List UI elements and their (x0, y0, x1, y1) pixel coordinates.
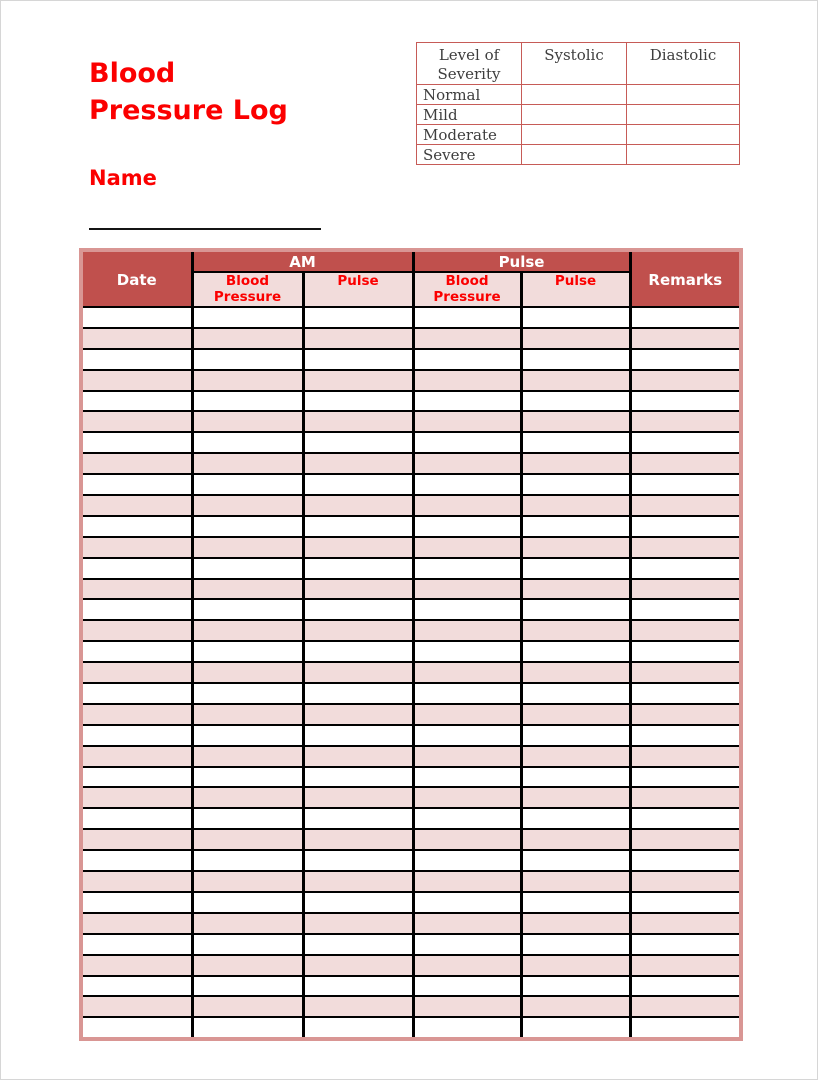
log-cell-pm-bp (413, 787, 521, 808)
log-cell-remarks (630, 349, 741, 370)
log-cell-am-bp (192, 662, 303, 683)
log-cell-am-pulse (303, 370, 413, 391)
log-cell-remarks (630, 453, 741, 474)
log-cell-pm-bp (413, 391, 521, 412)
log-cell-am-pulse (303, 620, 413, 641)
log-cell-pm-pulse (521, 558, 630, 579)
log-cell-am-bp (192, 808, 303, 829)
log-cell-am-bp (192, 349, 303, 370)
log-cell-remarks (630, 662, 741, 683)
log-cell-pm-pulse (521, 892, 630, 913)
log-cell-pm-pulse (521, 1017, 630, 1039)
log-cell-remarks (630, 996, 741, 1017)
log-cell-am-bp (192, 746, 303, 767)
log-subheader-am-bp (192, 272, 303, 307)
log-cell-am-pulse (303, 955, 413, 976)
log-cell-am-bp (192, 370, 303, 391)
log-cell-pm-bp (413, 871, 521, 892)
log-row (81, 328, 741, 349)
log-cell-pm-bp (413, 746, 521, 767)
log-cell-am-bp (192, 892, 303, 913)
severity-diastolic-cell (627, 105, 740, 125)
log-cell-am-bp (192, 683, 303, 704)
name-underline (89, 211, 321, 230)
log-cell-pm-pulse (521, 411, 630, 432)
severity-level-cell: Mild (417, 105, 522, 125)
severity-table-body (417, 85, 740, 165)
log-cell-date (81, 850, 192, 871)
log-cell-am-pulse (303, 307, 413, 328)
log-cell-pm-bp (413, 558, 521, 579)
log-row (81, 432, 741, 453)
log-cell-pm-bp (413, 808, 521, 829)
log-table-body (81, 307, 741, 1039)
log-cell-remarks (630, 1017, 741, 1039)
log-cell-date (81, 767, 192, 788)
log-subheader-pm-pulse (521, 272, 630, 307)
log-cell-remarks (630, 641, 741, 662)
log-cell-am-bp (192, 913, 303, 934)
log-cell-am-pulse (303, 349, 413, 370)
log-cell-remarks (630, 391, 741, 412)
log-cell-am-bp (192, 495, 303, 516)
log-cell-am-pulse (303, 537, 413, 558)
log-cell-date (81, 662, 192, 683)
log-cell-am-pulse (303, 662, 413, 683)
title-line-2: Pressure Log (89, 95, 288, 126)
log-cell-pm-bp (413, 620, 521, 641)
log-cell-pm-pulse (521, 328, 630, 349)
log-cell-pm-bp (413, 516, 521, 537)
log-cell-date (81, 683, 192, 704)
log-cell-pm-pulse (521, 725, 630, 746)
log-cell-date (81, 495, 192, 516)
log-cell-pm-bp (413, 495, 521, 516)
log-cell-remarks (630, 307, 741, 328)
log-cell-am-bp (192, 1017, 303, 1039)
log-cell-am-pulse (303, 411, 413, 432)
log-cell-am-pulse (303, 1017, 413, 1039)
log-cell-remarks (630, 787, 741, 808)
log-subheader-pm-bp-label: Blood Pressure (433, 273, 501, 305)
log-cell-am-pulse (303, 579, 413, 600)
log-cell-am-pulse (303, 391, 413, 412)
log-cell-am-pulse (303, 913, 413, 934)
log-row (81, 307, 741, 328)
log-row (81, 808, 741, 829)
log-cell-am-pulse (303, 683, 413, 704)
name-label: Name (89, 166, 157, 190)
log-row (81, 996, 741, 1017)
log-row (81, 976, 741, 997)
log-cell-am-pulse (303, 829, 413, 850)
log-row (81, 474, 741, 495)
log-cell-am-bp (192, 704, 303, 725)
log-cell-pm-pulse (521, 432, 630, 453)
log-cell-date (81, 558, 192, 579)
log-cell-date (81, 516, 192, 537)
log-row (81, 767, 741, 788)
log-subheader-am-pulse (303, 272, 413, 307)
log-cell-date (81, 1017, 192, 1039)
log-cell-date (81, 474, 192, 495)
log-cell-remarks (630, 746, 741, 767)
severity-level-cell: Severe (417, 145, 522, 165)
log-cell-date (81, 704, 192, 725)
log-cell-pm-pulse (521, 808, 630, 829)
log-row (81, 558, 741, 579)
log-cell-pm-bp (413, 976, 521, 997)
log-cell-date (81, 370, 192, 391)
log-cell-pm-bp (413, 913, 521, 934)
log-cell-pm-pulse (521, 453, 630, 474)
severity-header-row (417, 43, 740, 85)
log-cell-remarks (630, 808, 741, 829)
log-cell-remarks (630, 474, 741, 495)
log-header-group-row (81, 250, 741, 272)
log-cell-date (81, 892, 192, 913)
log-row (81, 725, 741, 746)
log-cell-pm-pulse (521, 370, 630, 391)
log-subheader-am-pulse-label: Pulse (337, 273, 379, 289)
log-cell-am-bp (192, 516, 303, 537)
log-cell-pm-bp (413, 599, 521, 620)
severity-row (417, 105, 740, 125)
log-cell-pm-pulse (521, 495, 630, 516)
log-row (81, 955, 741, 976)
log-cell-am-pulse (303, 495, 413, 516)
log-cell-am-pulse (303, 453, 413, 474)
log-cell-date (81, 579, 192, 600)
log-cell-am-bp (192, 767, 303, 788)
severity-table (416, 42, 740, 165)
log-row (81, 683, 741, 704)
log-cell-date (81, 620, 192, 641)
log-row (81, 370, 741, 391)
severity-header-level: Level of Severity (417, 43, 522, 85)
log-cell-remarks (630, 892, 741, 913)
log-row (81, 349, 741, 370)
log-cell-am-bp (192, 934, 303, 955)
log-cell-am-pulse (303, 328, 413, 349)
log-cell-remarks (630, 704, 741, 725)
log-cell-date (81, 955, 192, 976)
log-cell-pm-pulse (521, 537, 630, 558)
log-cell-am-bp (192, 432, 303, 453)
log-cell-pm-bp (413, 1017, 521, 1039)
log-cell-pm-pulse (521, 599, 630, 620)
log-cell-pm-bp (413, 996, 521, 1017)
log-cell-pm-bp (413, 537, 521, 558)
log-cell-pm-pulse (521, 474, 630, 495)
log-cell-am-bp (192, 328, 303, 349)
log-cell-am-pulse (303, 641, 413, 662)
log-cell-date (81, 307, 192, 328)
log-cell-pm-pulse (521, 829, 630, 850)
log-cell-pm-pulse (521, 913, 630, 934)
severity-level-cell: Normal (417, 85, 522, 105)
severity-diastolic-cell (627, 85, 740, 105)
log-cell-am-pulse (303, 871, 413, 892)
log-cell-pm-bp (413, 725, 521, 746)
log-cell-am-pulse (303, 704, 413, 725)
log-cell-pm-pulse (521, 349, 630, 370)
log-cell-am-bp (192, 620, 303, 641)
log-cell-am-pulse (303, 516, 413, 537)
log-row (81, 391, 741, 412)
log-cell-am-pulse (303, 892, 413, 913)
severity-row (417, 85, 740, 105)
log-row (81, 495, 741, 516)
log-row (81, 453, 741, 474)
title-line-1: Blood (89, 58, 176, 89)
severity-systolic-cell (522, 85, 627, 105)
log-cell-remarks (630, 976, 741, 997)
log-cell-pm-bp (413, 641, 521, 662)
log-cell-date (81, 829, 192, 850)
log-cell-pm-pulse (521, 976, 630, 997)
log-cell-am-bp (192, 474, 303, 495)
log-cell-pm-bp (413, 328, 521, 349)
log-cell-pm-pulse (521, 516, 630, 537)
log-cell-remarks (630, 829, 741, 850)
log-cell-date (81, 599, 192, 620)
log-cell-date (81, 349, 192, 370)
log-cell-date (81, 725, 192, 746)
severity-level-cell: Moderate (417, 125, 522, 145)
log-cell-am-bp (192, 411, 303, 432)
log-header-am: AM (192, 250, 413, 272)
log-cell-am-pulse (303, 599, 413, 620)
log-cell-pm-pulse (521, 307, 630, 328)
severity-systolic-cell (522, 145, 627, 165)
log-cell-am-pulse (303, 767, 413, 788)
log-cell-pm-pulse (521, 850, 630, 871)
log-cell-pm-bp (413, 704, 521, 725)
log-cell-pm-bp (413, 411, 521, 432)
log-cell-am-bp (192, 599, 303, 620)
log-cell-pm-pulse (521, 746, 630, 767)
log-cell-am-pulse (303, 996, 413, 1017)
log-row (81, 850, 741, 871)
log-cell-remarks (630, 683, 741, 704)
log-cell-remarks (630, 599, 741, 620)
log-cell-am-bp (192, 787, 303, 808)
log-row (81, 913, 741, 934)
log-header-pm-pulse: Pulse (413, 250, 630, 272)
log-row (81, 892, 741, 913)
log-row (81, 829, 741, 850)
log-cell-pm-bp (413, 579, 521, 600)
log-cell-am-pulse (303, 787, 413, 808)
log-cell-pm-bp (413, 453, 521, 474)
log-cell-pm-bp (413, 892, 521, 913)
log-cell-am-bp (192, 976, 303, 997)
log-cell-am-bp (192, 850, 303, 871)
log-cell-pm-bp (413, 683, 521, 704)
log-cell-am-pulse (303, 474, 413, 495)
severity-systolic-cell (522, 105, 627, 125)
log-cell-remarks (630, 432, 741, 453)
log-cell-date (81, 391, 192, 412)
log-cell-remarks (630, 767, 741, 788)
log-cell-pm-bp (413, 934, 521, 955)
log-cell-remarks (630, 558, 741, 579)
log-cell-date (81, 976, 192, 997)
log-cell-remarks (630, 537, 741, 558)
log-cell-date (81, 787, 192, 808)
log-row (81, 579, 741, 600)
log-cell-remarks (630, 955, 741, 976)
log-cell-am-pulse (303, 976, 413, 997)
severity-header-systolic: Systolic (522, 43, 627, 85)
log-cell-date (81, 808, 192, 829)
log-cell-am-pulse (303, 808, 413, 829)
log-cell-date (81, 871, 192, 892)
log-cell-pm-bp (413, 474, 521, 495)
log-cell-pm-pulse (521, 641, 630, 662)
log-cell-pm-bp (413, 349, 521, 370)
log-cell-date (81, 537, 192, 558)
log-cell-date (81, 411, 192, 432)
log-header-remarks: Remarks (630, 250, 741, 307)
log-cell-pm-bp (413, 955, 521, 976)
log-row (81, 641, 741, 662)
severity-diastolic-cell (627, 145, 740, 165)
log-row (81, 662, 741, 683)
log-row (81, 787, 741, 808)
log-cell-pm-bp (413, 307, 521, 328)
severity-row (417, 145, 740, 165)
log-cell-remarks (630, 934, 741, 955)
log-cell-date (81, 746, 192, 767)
log-table (79, 248, 743, 1041)
log-cell-am-bp (192, 725, 303, 746)
log-cell-am-bp (192, 579, 303, 600)
log-row (81, 871, 741, 892)
log-cell-am-pulse (303, 850, 413, 871)
log-cell-am-bp (192, 307, 303, 328)
log-cell-am-pulse (303, 432, 413, 453)
log-cell-am-bp (192, 996, 303, 1017)
log-cell-am-pulse (303, 934, 413, 955)
log-row (81, 1017, 741, 1039)
log-cell-pm-pulse (521, 391, 630, 412)
log-cell-pm-bp (413, 850, 521, 871)
log-cell-pm-bp (413, 432, 521, 453)
log-row (81, 411, 741, 432)
log-row (81, 746, 741, 767)
log-cell-date (81, 453, 192, 474)
log-row (81, 599, 741, 620)
log-cell-pm-pulse (521, 955, 630, 976)
log-cell-pm-pulse (521, 787, 630, 808)
log-cell-remarks (630, 620, 741, 641)
page-title (89, 55, 288, 129)
log-cell-remarks (630, 495, 741, 516)
log-cell-remarks (630, 411, 741, 432)
log-cell-am-bp (192, 453, 303, 474)
log-subheader-am-bp-label: Blood Pressure (213, 273, 282, 305)
log-header-date: Date (81, 250, 192, 307)
log-cell-date (81, 996, 192, 1017)
log-cell-am-pulse (303, 746, 413, 767)
log-cell-am-bp (192, 391, 303, 412)
log-cell-am-pulse (303, 558, 413, 579)
log-subheader-pm-pulse-label: Pulse (554, 273, 597, 289)
log-cell-pm-pulse (521, 683, 630, 704)
log-cell-date (81, 934, 192, 955)
log-cell-pm-bp (413, 829, 521, 850)
log-row (81, 537, 741, 558)
log-cell-pm-pulse (521, 934, 630, 955)
log-subheader-pm-bp (413, 272, 521, 307)
log-cell-pm-bp (413, 370, 521, 391)
log-cell-pm-pulse (521, 767, 630, 788)
log-cell-pm-pulse (521, 704, 630, 725)
log-cell-date (81, 328, 192, 349)
severity-diastolic-cell (627, 125, 740, 145)
log-cell-am-bp (192, 641, 303, 662)
log-cell-remarks (630, 871, 741, 892)
severity-row (417, 125, 740, 145)
log-cell-remarks (630, 725, 741, 746)
log-cell-date (81, 913, 192, 934)
log-cell-remarks (630, 328, 741, 349)
log-cell-remarks (630, 913, 741, 934)
log-cell-remarks (630, 370, 741, 391)
log-cell-am-bp (192, 558, 303, 579)
log-cell-pm-pulse (521, 871, 630, 892)
log-row (81, 516, 741, 537)
log-cell-am-bp (192, 537, 303, 558)
log-cell-date (81, 641, 192, 662)
log-cell-remarks (630, 850, 741, 871)
log-cell-am-bp (192, 871, 303, 892)
log-cell-am-bp (192, 955, 303, 976)
log-cell-pm-pulse (521, 996, 630, 1017)
log-cell-remarks (630, 579, 741, 600)
severity-systolic-cell (522, 125, 627, 145)
log-row (81, 934, 741, 955)
log-cell-am-bp (192, 829, 303, 850)
log-cell-date (81, 432, 192, 453)
log-cell-pm-pulse (521, 662, 630, 683)
severity-header-diastolic: Diastolic (627, 43, 740, 85)
log-cell-pm-bp (413, 767, 521, 788)
log-cell-am-pulse (303, 725, 413, 746)
log-cell-pm-pulse (521, 620, 630, 641)
log-cell-pm-pulse (521, 579, 630, 600)
log-row (81, 704, 741, 725)
log-cell-remarks (630, 516, 741, 537)
log-row (81, 620, 741, 641)
log-cell-pm-bp (413, 662, 521, 683)
